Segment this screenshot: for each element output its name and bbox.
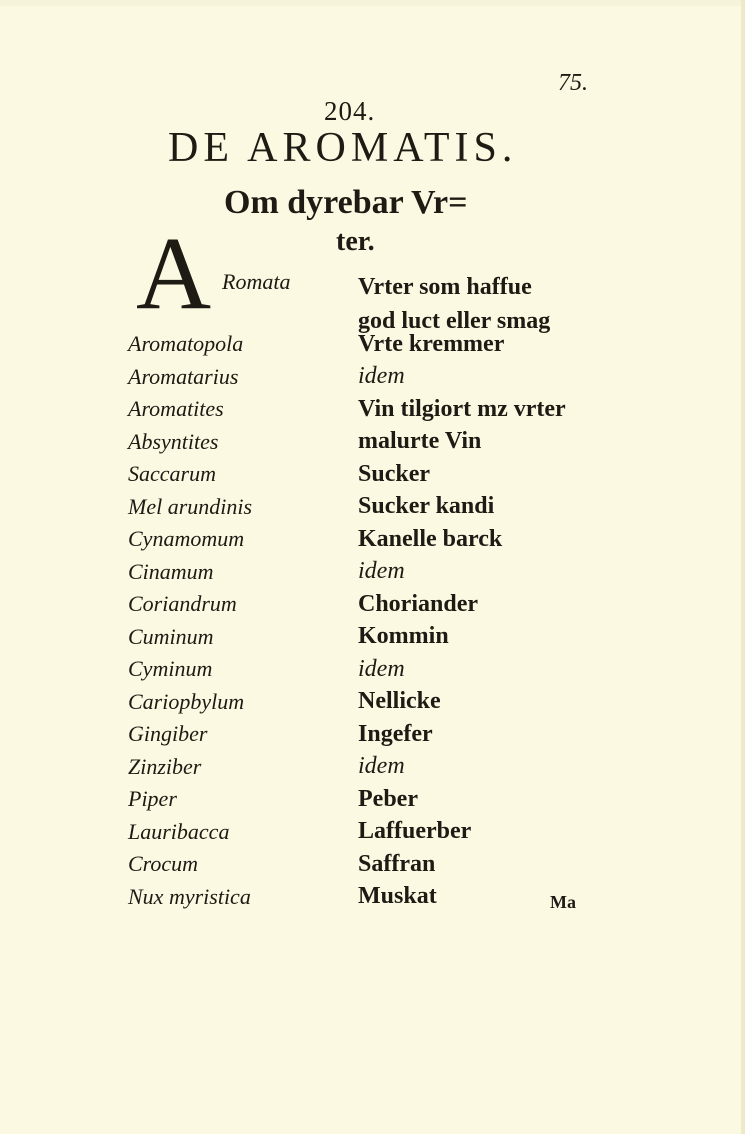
latin-term: Cinamum (128, 558, 214, 584)
swedish-term: Muskat (358, 883, 437, 910)
latin-term: Cuminum (128, 623, 214, 649)
glossary-row (128, 491, 618, 524)
drop-cap: A (136, 216, 212, 331)
latin-term: Absyntites (128, 428, 219, 454)
chapter-subheading-line2: ter. (336, 226, 375, 257)
swedish-term: Sucker kandi (358, 493, 495, 520)
swedish-term: Vrte kremmer (358, 330, 505, 357)
glossary-row (128, 361, 618, 394)
first-entry-swedish-line2: god luct eller smag (358, 308, 551, 334)
swedish-term: Peber (358, 785, 418, 812)
glossary-row (128, 328, 618, 361)
glossary-row (128, 751, 618, 784)
latin-term: Piper (128, 786, 177, 812)
latin-term: Cyminum (128, 656, 213, 682)
glossary-list (128, 328, 618, 913)
glossary-row (128, 718, 618, 751)
swedish-term: Sucker (358, 460, 430, 487)
swedish-term: Kommin (358, 623, 449, 650)
page-number: 75. (558, 70, 588, 96)
swedish-term: Choriander (358, 590, 478, 617)
page-edge-right (741, 0, 745, 1134)
glossary-row (128, 458, 618, 491)
latin-term: Lauribacca (128, 818, 230, 844)
glossary-row (128, 393, 618, 426)
latin-term: Nux myristica (128, 883, 251, 909)
swedish-term: idem (358, 558, 405, 585)
glossary-row (128, 523, 618, 556)
glossary-row (128, 653, 618, 686)
first-entry-latin: Romata (222, 269, 291, 294)
latin-term: Gingiber (128, 721, 208, 747)
glossary-row (128, 816, 618, 849)
glossary-row (128, 426, 618, 459)
latin-term: Cynamomum (128, 526, 245, 552)
latin-term: Cariopbylum (128, 688, 245, 714)
swedish-term: idem (358, 655, 405, 682)
latin-term: Mel arundinis (128, 493, 253, 519)
glossary-row (128, 556, 618, 589)
latin-term: Aromatopola (128, 331, 244, 357)
glossary-row (128, 588, 618, 621)
glossary-row (128, 881, 618, 914)
latin-term: Coriandrum (128, 591, 237, 617)
swedish-term: Vin tilgiort mz vrter (358, 395, 566, 422)
page-edge-top (0, 0, 745, 6)
latin-term: Crocum (128, 851, 199, 877)
glossary-row (128, 621, 618, 654)
swedish-term: malurte Vin (358, 428, 482, 455)
glossary-row (128, 783, 618, 816)
swedish-term: Nellicke (358, 688, 441, 715)
glossary-row (128, 848, 618, 881)
swedish-term: idem (358, 753, 405, 780)
latin-term: Aromatarius (128, 363, 239, 389)
swedish-term: idem (358, 363, 405, 390)
swedish-term: Ingefer (358, 720, 433, 747)
catchword: Mа (550, 892, 576, 912)
swedish-term: Laffuerber (358, 818, 472, 845)
glossary-row (128, 686, 618, 719)
section-number: 204. (324, 96, 376, 126)
swedish-term: Kanelle barck (358, 525, 503, 552)
chapter-heading: DE AROMATIS. (168, 125, 518, 171)
latin-term: Saccarum (128, 461, 216, 487)
latin-term: Zinziber (128, 753, 202, 779)
chapter-subheading-line1: Om dyrebar Vr= (224, 184, 468, 221)
first-entry-swedish-line1: Vrter som haffue (358, 274, 532, 300)
swedish-term: Saffran (358, 850, 436, 877)
latin-term: Aromatites (128, 396, 224, 422)
